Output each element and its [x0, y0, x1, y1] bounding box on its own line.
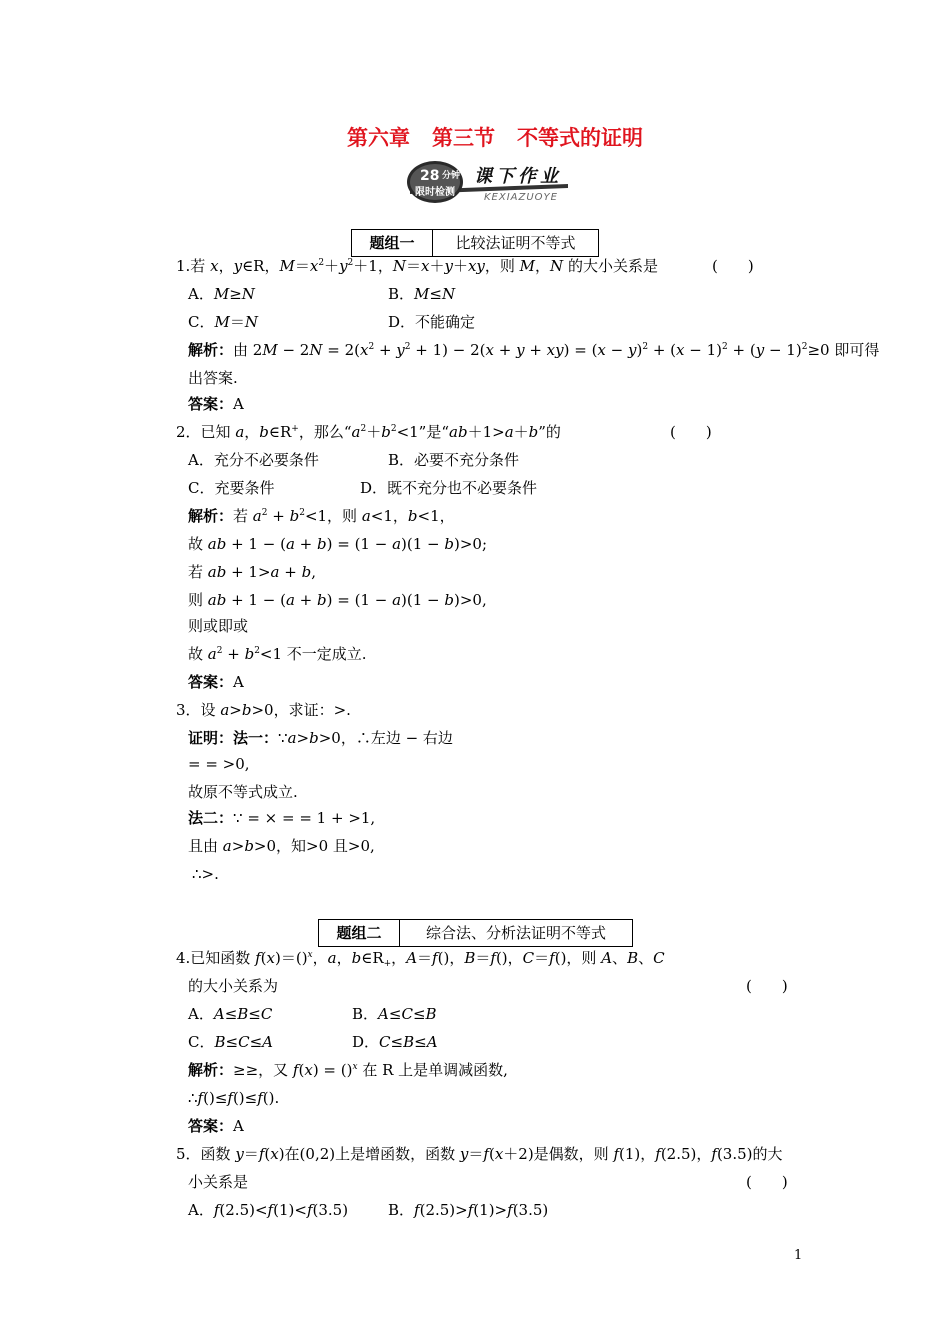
question-1: 1.若 x，y∈R，$M=x^2+y^2+1$，N＝x＋y＋xy，则 M，N 的大小关系是 [176, 257, 658, 275]
answer-blank: ( ) [670, 423, 712, 441]
analysis-2-step: 则 ab + 1 − (a + b) = (1 − a)(1 − b)>0, [188, 591, 487, 609]
proof-3-step: 且由 a>b>0，知>0 且>0, [188, 837, 375, 855]
proof-3-step: = = >0, [188, 755, 250, 773]
analysis-2-step: 故 $a^2 + b^2<1$ 不一定成立. [188, 645, 367, 663]
analysis-4: 解析：≥≥，又 f(x) = ()$^x$ 在 R 上是单调减函数, [188, 1061, 508, 1079]
proof-3-method2: 法二：∵ = × = = 1 + >1, [188, 809, 376, 827]
question-4-cont: 的大小关系为 [188, 977, 279, 995]
answer-2: 答案：A [188, 673, 244, 691]
badge-label-en: KEXIAZUOYE [484, 192, 558, 203]
answer-blank: ( ) [712, 257, 754, 275]
answer-4: 答案：A [188, 1117, 244, 1135]
proof-3-step: 故原不等式成立. [188, 783, 298, 801]
answer-blank: ( ) [746, 977, 788, 995]
option-a: A．A≤B≤C [188, 1005, 273, 1023]
badge-number: 28 [420, 168, 440, 184]
analysis-2: 解析：若 $a^2 + b^2<1$，则 a<1，b<1， [188, 507, 455, 525]
analysis-2-step: 故 ab + 1 − (a + b) = (1 − a)(1 − b)>0; [188, 535, 488, 553]
page-number: 1 [794, 1248, 803, 1263]
question-3: 3．设 a>b>0，求证：>. [176, 701, 351, 719]
option-b: B．必要不充分条件 [388, 451, 520, 469]
option-b: B．A≤C≤B [352, 1005, 437, 1023]
question-5-cont: 小关系是 [188, 1173, 249, 1191]
group-header-1 [351, 229, 599, 257]
answer-blank: ( ) [746, 1173, 788, 1191]
homework-badge [400, 158, 570, 208]
option-b: B．f(2.5)>f(1)>f(3.5) [388, 1201, 549, 1219]
analysis-1: 解析：由 $2M - 2N = 2(x^2 + y^2 + 1) - 2(x + y + xy) = (x - y)^2 + (x - 1)^2 + (y - 1)^2\ge 0$ 即可得 [188, 341, 880, 359]
option-a: A．f(2.5)<f(1)<f(3.5) [188, 1201, 349, 1219]
badge-label-cn: 课下作业 [474, 166, 562, 187]
question-2: 2．已知 a，b∈R+，那么“$a^2+b^2<1$”是“ab＋1>a＋b”的 [176, 423, 561, 441]
group-label: 题组一 [352, 230, 433, 256]
group-title: 比较法证明不等式 [455, 234, 576, 252]
question-4: 4.已知函数 f(x)＝()$^x$，a，$b\in R_+$，A＝f()，B＝f()，C＝f()，则 A、B、C [176, 949, 665, 969]
question-5: 5．函数 y＝f(x)在(0,2)上是增函数，函数 y＝f(x＋2)是偶数，则 f(1)，f(2.5)，f(3.5)的大 [176, 1145, 783, 1163]
group-title: 综合法、分析法证明不等式 [425, 924, 606, 942]
option-c: C．充要条件 [188, 479, 275, 497]
option-c: C．M＝N [188, 313, 258, 331]
option-d: D．不能确定 [388, 313, 476, 331]
answer-1: 答案：A [188, 395, 244, 413]
analysis-1-cont: 出答案. [188, 369, 238, 387]
option-c: C．B≤C≤A [188, 1033, 273, 1051]
analysis-2-step: 若 ab + 1>a + b, [188, 563, 316, 581]
group-header-2 [318, 919, 633, 947]
option-b: B．M≤N [388, 285, 456, 303]
proof-3-conclusion: ∴>. [192, 865, 219, 883]
badge-unit: 分钟 [442, 171, 461, 181]
badge-sub: 限时检测 [415, 187, 455, 198]
page-title [0, 122, 950, 152]
option-a: A．M≥N [188, 285, 255, 303]
title-section: 第三节 [432, 126, 495, 150]
option-a: A．充分不必要条件 [188, 451, 319, 469]
option-d: D．C≤B≤A [352, 1033, 438, 1051]
group-label: 题组二 [319, 920, 400, 946]
analysis-4-step: ∴f()≤f()≤f(). [188, 1089, 280, 1107]
option-d: D．既不充分也不必要条件 [360, 479, 538, 497]
badge-graphic [400, 158, 570, 208]
analysis-2-step: 则或即或 [188, 617, 249, 635]
proof-3: 证明：法一：∵a>b>0，∴左边 − 右边 [188, 729, 453, 747]
title-chapter: 第六章 [347, 126, 410, 150]
title-topic: 不等式的证明 [517, 126, 643, 150]
